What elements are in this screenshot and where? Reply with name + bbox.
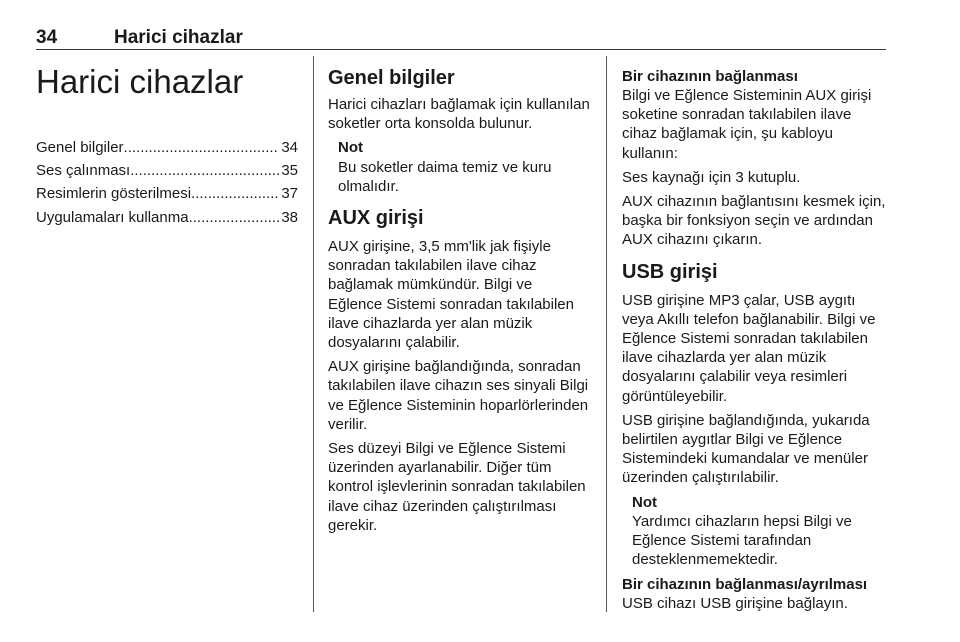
toc-leader — [130, 161, 279, 180]
toc-entry-label: Resimlerin gösterilmesi — [36, 185, 192, 203]
note-box — [622, 493, 886, 570]
section-heading-aux: AUX girişi — [328, 207, 424, 230]
subheading-connect-disconnect: Bir cihazının bağlanması/ayrılması — [622, 576, 868, 594]
aux-paragraph-3: Ses düzeyi Bilgi ve Eğlence Sistemi üzerinden ayarlanabilir. Diğer tüm kontrol işlevlerinin sonradan takılabilen ilave cihaz üzerinden çalıştırılması gerekir. — [328, 440, 586, 534]
section-heading-general: Genel bilgiler — [328, 67, 455, 89]
connect-paragraph-2: Ses kaynağı için 3 kutuplu. — [622, 168, 801, 186]
toc-entry-page: 34 — [281, 139, 298, 156]
toc-entry-page: 38 — [281, 208, 298, 226]
connect-paragraph-1: Bilgi ve Eğlence Sisteminin AUX girişi soketine sonradan takılabilen ilave cihaz bağlamak için, şu kabloyu kullanın: — [622, 87, 872, 162]
toc-column — [36, 60, 298, 231]
toc-entry-page: 35 — [281, 162, 298, 180]
note-box — [328, 138, 590, 196]
subheading-connect: Bir cihazının bağlanması — [622, 68, 798, 85]
connect-paragraph-3: AUX cihazının bağlantısını kesmek için, başka bir fonksiyon seçin ve ardından AUX cihazını çıkarın. — [622, 193, 886, 249]
general-intro: Harici cihazları bağlamak için kullanılan soketler orta konsolda bulunur. — [328, 96, 590, 133]
toc-entry-label: Ses çalınması — [36, 162, 131, 180]
toc-leader — [124, 138, 280, 157]
note-text: Yardımcı cihazların hepsi Bilgi ve Eğlence Sistemi tarafından desteklenmemektedir. — [632, 512, 852, 569]
toc-entry[interactable] — [36, 208, 298, 227]
content-column-2 — [328, 60, 590, 540]
toc-entry-label: Uygulamaları kullanma — [36, 208, 189, 226]
toc-entry[interactable] — [36, 138, 298, 157]
usb-sub-paragraph: USB cihazı USB girişine bağlayın. — [622, 595, 848, 613]
usb-paragraph-2: USB girişine bağlandığında, yukarıda belirtilen aygıtlar Bilgi ve Eğlence Sistemindeki kumandalar ve menüler üzerinden çalıştırılabilir. — [622, 411, 870, 487]
toc-leader — [191, 184, 279, 203]
chapter-title: Harici cihazlar — [36, 63, 244, 100]
note-title: Not — [338, 139, 363, 157]
toc-entry[interactable] — [36, 161, 298, 180]
section-heading-usb: USB girişi — [622, 260, 718, 283]
note-title: Not — [632, 493, 657, 511]
aux-paragraph-2: AUX girişine bağlandığında, sonradan takılabilen ilave cihazın ses sinyali Bilgi ve Eğlence Sisteminin hoparlörlerinden verilir. — [328, 358, 589, 433]
header-rule — [36, 49, 886, 50]
content-column-3 — [622, 60, 886, 619]
toc-entry-page: 37 — [281, 185, 298, 203]
toc-leader — [189, 208, 280, 227]
column-divider-1 — [313, 56, 314, 612]
note-text: Bu soketler daima temiz ve kuru olmalıdır. — [338, 158, 552, 195]
usb-paragraph-1: USB girişine MP3 çalar, USB aygıtı veya Akıllı telefon bağlanabilir. Bilgi ve Eğlence Sistemi sonradan takılabilen ilave cihazlarda yer alan müzik dosyalarını çalabilir veya resimleri görüntüleyebilir. — [622, 291, 876, 405]
toc-entry[interactable] — [36, 184, 298, 203]
toc-entry-label: Genel bilgiler — [36, 139, 124, 156]
page-number: 34 — [36, 27, 58, 48]
aux-paragraph-1: AUX girişine, 3,5 mm'lik jak fişiyle sonradan takılabilen ilave cihaz bağlamak mümkündür. Bilgi ve Eğlence Sistemi sonradan takılabilen ilave cihazlarda yer alan müzik dosyalarını çalabilir. — [328, 238, 574, 352]
running-title: Harici cihazlar — [114, 27, 243, 48]
page-header — [36, 26, 886, 50]
column-divider-2 — [606, 56, 607, 612]
